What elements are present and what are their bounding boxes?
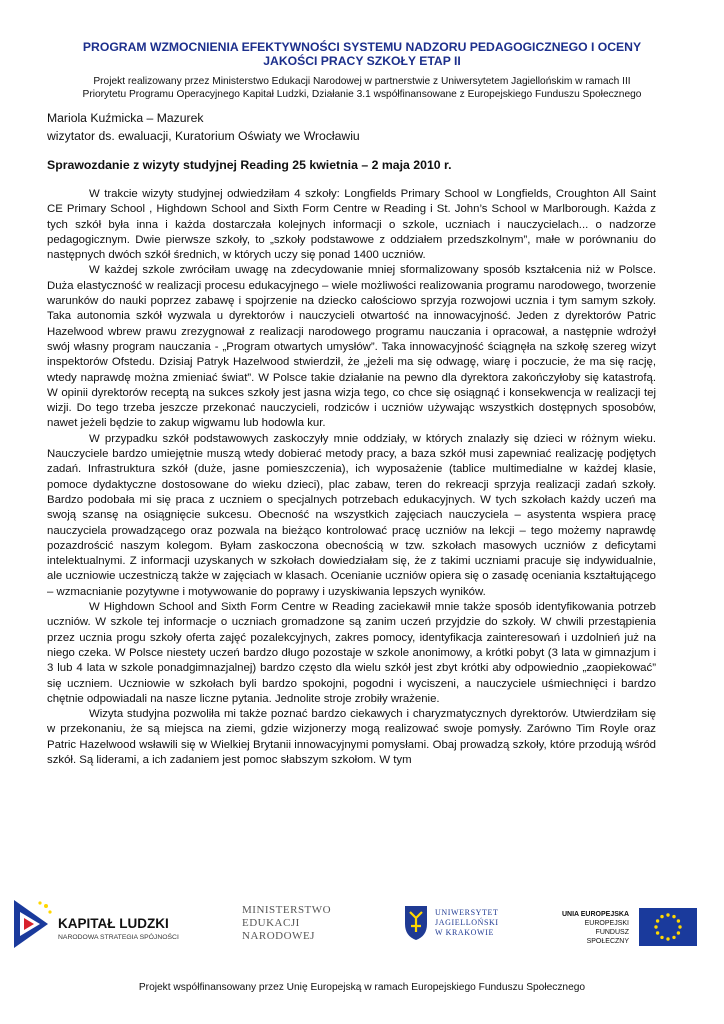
report-body	[47, 187, 656, 768]
uj-crest-icon	[403, 902, 429, 942]
eu-logo	[555, 908, 715, 954]
paragraph: W każdej szkole zwróciłam uwagę na zdecydowanie mniej sformalizowany sposób kształcenia niż w Polsce. Duża elastyczność w realizacji procesu edukacyjnego – wiele możliwości realizowania programu narodowego, tworzenie warunków do nauki poprzez zabawę i spojrzenie na dziecko całościowo sprzyja rozwojowi ucznia i tym samym szkoły. Taka autonomia szkół wyzwala u dyrektorów i nauczycieli otwartość na innowacyjność. Jeden z dyrektorów Patric Hazelwood wbrew prawu zrezygnował z realizacji narodowego programu nauczania i opracował, a następnie wdrożył swój własny program nauczania - „Program otwartych umysłów”. Taka innowacyjność ściągnęła na szkołę szereg wizyt inspektorów Ofstedu. Dzisiaj Patryk Hazelwood stwierdził, że „jeżeli ma się odwagę, wiarę i poczucie, że ma się rację, wtedy naprawdę można zmieniać świat”. W Polsce takie działanie na pewno dla dyrektora zakończyłoby się katastrofą. W opinii dyrektorów receptą na sukces szkoły jest jasna wizja tego, co chce się osiągnąć i konsekwencja w realizacji tej wizji. Do tego trzeba jeszcze przekonać nauczycieli, rodziców i uczniów używając wszystkich dostępnych sposobów, nawet jeżeli będzie to zakup wigwamu lub hodowla kur.	[47, 264, 656, 430]
program-subtitle	[30, 75, 694, 101]
paragraph: Wizyta studyjna pozwoliła mi także poznać bardzo ciekawych i charyzmatycznych dyrektorów. Utwierdziłam się w przekonaniu, że są miejsca na ziemi, gdzie wizjonerzy mogą realizować swoje pomysły. Zarówno Tim Royle oraz Patric Hazelwood wsławili się w Wielkiej Brytanii innowacyjnymi pomysłami. Obaj prowadzą szkoły, które przodują wśród szkół. Są liderami, a ich zadaniem jest pomoc słabszym szkołom. W tym	[47, 708, 656, 766]
eu-line3: FUNDUSZ SPOŁECZNY	[586, 929, 629, 945]
uj-line2: JAGIELLOŃSKI	[435, 918, 499, 927]
program-subtitle-line1: Projekt realizowany przez Ministerstwo Edukacji Narodowej w partnerstwie z Uniwersytetem Jagiellońskim w ramach III	[93, 76, 631, 87]
program-title	[30, 40, 694, 68]
report-title: Sprawozdanie z wizyty studyjnej Reading 25 kwietnia – 2 maja 2010 r.	[47, 158, 452, 172]
ministerstwo-line2: EDUKACJI	[242, 917, 300, 929]
program-subtitle-line2: Priorytetu Programu Operacyjnego Kapitał Ludzki, Działanie 3.1 współfinansowane z Europejskiego Funduszu Społecznego	[82, 89, 642, 100]
ministerstwo-line3: NARODOWEJ	[242, 930, 315, 942]
kapital-ludzki-emblem-icon	[10, 898, 54, 950]
paragraph: W przypadku szkół podstawowych zaskoczyły mnie oddziały, w których znalazły się dzieci w różnym wieku. Nauczyciele bardzo umiejętnie muszą wtedy dobierać metody pracy, a baza szkół musi zapewniać realizację podjętych zadań. Infrastruktura szkół (duże, jasne pomieszczenia), ich wyposażenie (tablice multimedialne w każdej klasie, pomoce dydaktyczne dostosowane do wieku dzieci), plac zabaw, teren do rekreacji sprzyja realizacji zadań szkoły. Bardzo podobała mi się praca z uczniem o specjalnych potrzebach edukacyjnych. W tych szkołach każdy uczeń ma swoją szansę na osiągnięcie sukcesu. Obecność na wszystkich zajęciach nauczyciela – asystenta wspiera pracę nauczyciela prowadzącego oraz pozwala na bieżąco kontrolować pracę uczniów na lekcji – tego możemy naprawdę pozazdrościć naszym kolegom. Byłam zaskoczona obecnością w tzw. szkołach masowych uczniów z deficytami intelektualnymi. Z informacji uzyskanych w szkołach dowiedziałam się, że z takimi uczniami pracuje się indywidualnie, ale uczniowie uczestniczą także w zajęciach w klasach. Ocenianie uczniów opiera się o zasadę oceniania kształtującego – wzmacnianie pozytywne i motywowanie do poprawy i uzyskiwania lepszych wyników.	[47, 432, 656, 598]
uj-logo	[403, 900, 513, 950]
paragraph: W trakcie wizyty studyjnej odwiedziłam 4 szkoły: Longfields Primary School w Longfields, Croughton All Saint CE Primary School , Highdown School and Sixth Form Centre w Reading i St. John’s School w Marlborough. Każda z tych szkół była inna i każda dostarczała kolejnych informacji o szkole, uczniach i nauczycielach... o nadzorze pedagogicznym. Dwie pierwsze szkoły, to „szkoły podstawowe z oddziałem przedszkolnym”, małe w porównaniu do następnych dwóch szkół średnich, w których uczy się ponad 1400 uczniów.	[47, 188, 656, 262]
eu-flag-icon	[639, 908, 697, 946]
author-block	[47, 109, 687, 145]
kapital-ludzki-name: KAPITAŁ LUDZKI	[58, 916, 169, 931]
kapital-ludzki-logo	[10, 896, 200, 952]
footer-note: Projekt współfinansowany przez Unię Europejską w ramach Europejskiego Funduszu Społecznego	[138, 982, 586, 993]
program-title-line2: JAKOŚCI PRACY SZKOŁY ETAP II	[263, 54, 461, 68]
kapital-ludzki-tagline: NARODOWA STRATEGIA SPÓJNOŚCI	[58, 934, 179, 941]
eu-line2: EUROPEJSKI	[584, 920, 629, 927]
logo-strip	[0, 894, 724, 954]
program-title-line1: PROGRAM WZMOCNIENIA EFEKTYWNOŚCI SYSTEMU NADZORU PEDAGOGICZNEGO I OCENY	[82, 40, 642, 54]
eu-line1: UNIA EUROPEJSKA	[561, 911, 629, 918]
author-role: wizytator ds. ewaluacji, Kuratorium Oświaty we Wrocławiu	[47, 129, 360, 143]
uj-line3: W KRAKOWIE	[435, 928, 494, 937]
author-name: Mariola Kuźmicka – Mazurek	[47, 111, 204, 125]
ministerstwo-logo	[242, 904, 342, 952]
ministerstwo-line1: MINISTERSTWO	[242, 904, 332, 916]
uj-line1: UNIWERSYTET	[435, 908, 499, 917]
paragraph: W Highdown School and Sixth Form Centre w Reading zaciekawił mnie także sposób identyfikowania potrzeb uczniów. W szkole tej informacje o uczniach gromadzone są zanim uczeń przyjdzie do szkoły. W chwili przestąpienia przez ucznia progu szkoły oferta zajęć pozalekcyjnych, zakres pomocy, identyfikacja zainteresowań i uzdolnień już na niego czeka. W Polsce niestety uczeń bardzo długo pozostaje w szkole anonimowy, a krótki pobyt (3 lata w gimnazjum i 3 lub 4 lata w szkole ponadgimnazjalnej) bardzo często dla wielu szkół jest zbyt krótki aby odpowiednio „zaopiekować” się uczniem. Uczniowie w szkołach byli bardzo spokojni, pogodni i wyciszeni, a nauczyciele uśmiechnięci i bardzo chętnie odpowiadali na nasze liczne pytania. Jednolite stroje zrobiły wrażenie.	[47, 601, 656, 705]
